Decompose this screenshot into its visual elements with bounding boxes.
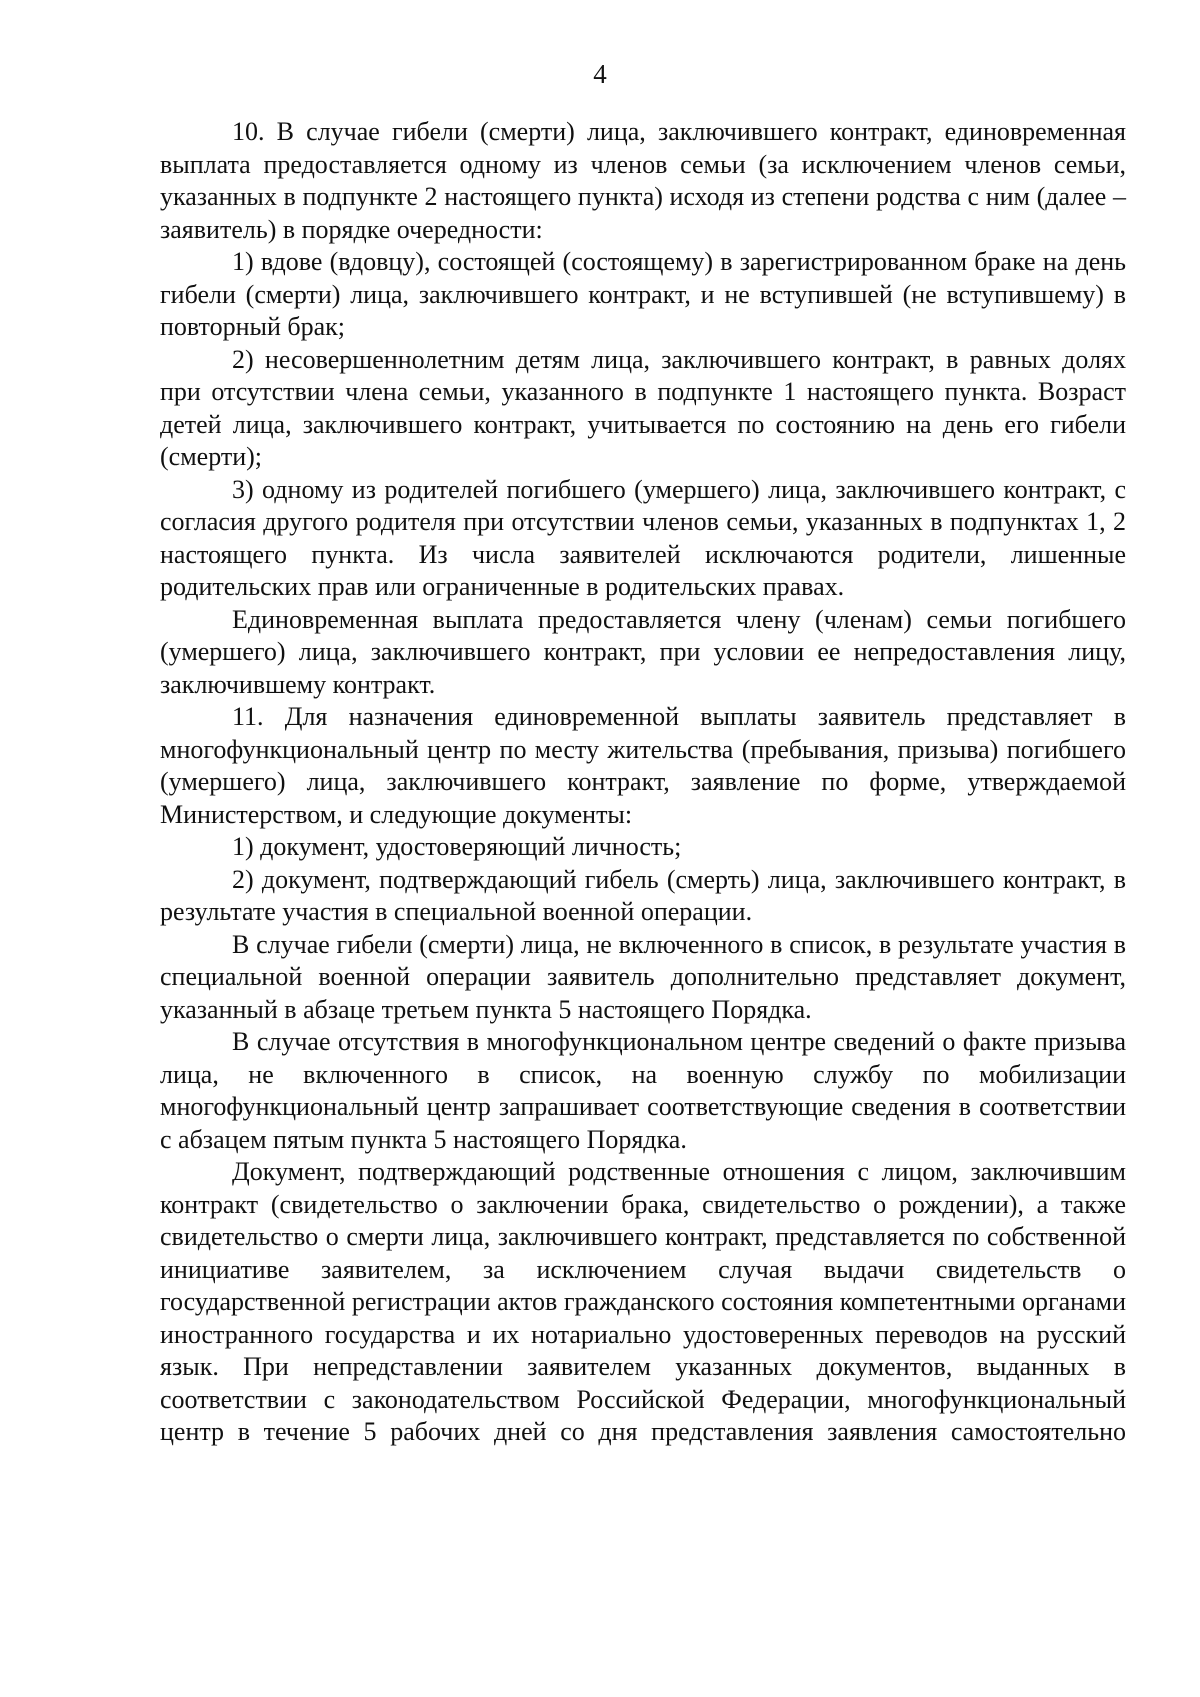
paragraph-mobilization-info: В случае отсутствия в многофункциональном центре сведений о факте призыва лица, не включенного в список, на военную службу по мобилизации многофункциональный центр запрашивает соответствующие сведения в соответствии с абзацем пятым пункта 5 настоящего Порядка. <box>160 1027 1126 1154</box>
document-body <box>160 116 1126 1449</box>
paragraph-document-1: 1) документ, удостоверяющий личность; <box>232 832 682 861</box>
paragraph-item-10: 10. В случае гибели (смерти) лица, заключившего контракт, единовременная выплата предоставляется одному из членов семьи (за исключением членов семьи, указанных в подпункте 2 настоящего пункта) исходя из степени родства с ним (далее – заявитель) в порядке очередности: <box>160 117 1126 244</box>
paragraph-subitem-1-widow: 1) вдове (вдовцу), состоящей (состоящему) в зарегистрированном браке на день гибели (смерти) лица, заключившего контракт, и не вступившей (не вступившему) в повторный брак; <box>160 247 1126 341</box>
paragraph-subitem-3-parents: 3) одному из родителей погибшего (умершего) лица, заключившего контракт, с согласия другого родителя при отсутствии членов семьи, указанных в подпунктах 1, 2 настоящего пункта. Из числа заявителей исключаются родители, лишенные родительских прав или ограниченные в родительских правах. <box>160 474 1126 601</box>
paragraph-kinship-documents: Документ, подтверждающий родственные отношения с лицом, заключившим контракт (свидетельство о заключении брака, свидетельство о рождении), а также свидетельство о смерти лица, заключившего контракт, представляется по собственной инициативе заявителем, за исключением случая выдачи свидетельств о государственной регистрации актов гражданского состояния компетентными органами иностранного государства и их нотариально удостоверенных переводов на русский язык. При непредставлении заявителем указанных документов, выданных в соответствии с законодательством Российской Федерации, многофункциональный центр в течение 5 рабочих дней со дня представления заявления самостоятельно <box>160 1157 1126 1446</box>
paragraph-subitem-2-children: 2) несовершеннолетним детям лица, заключившего контракт, в равных долях при отсутствии члена семьи, указанного в подпункте 1 настоящего пункта. Возраст детей лица, заключившего контракт, учитывается по состоянию на день его гибели (смерти); <box>160 344 1126 471</box>
paragraph-not-in-list: В случае гибели (смерти) лица, не включенного в список, в результате участия в специальной военной операции заявитель дополнительно представляет документ, указанный в абзаце третьем пункта 5 настоящего Порядка. <box>160 929 1126 1024</box>
paragraph-document-2: 2) документ, подтверждающий гибель (смерть) лица, заключившего контракт, в результате участия в специальной военной операции. <box>160 864 1126 926</box>
paragraph-payment-condition: Единовременная выплата предоставляется члену (членам) семьи погибшего (умершего) лица, заключившего контракт, при условии ее непредоставления лицу, заключившему контракт. <box>160 604 1126 699</box>
page-number: 4 <box>593 59 607 89</box>
paragraph-item-11: 11. Для назначения единовременной выплаты заявитель представляет в многофункциональный центр по месту жительства (пребывания, призыва) погибшего (умершего) лица, заключившего контракт, заявление по форме, утверждаемой Министерством, и следующие документы: <box>160 702 1126 829</box>
